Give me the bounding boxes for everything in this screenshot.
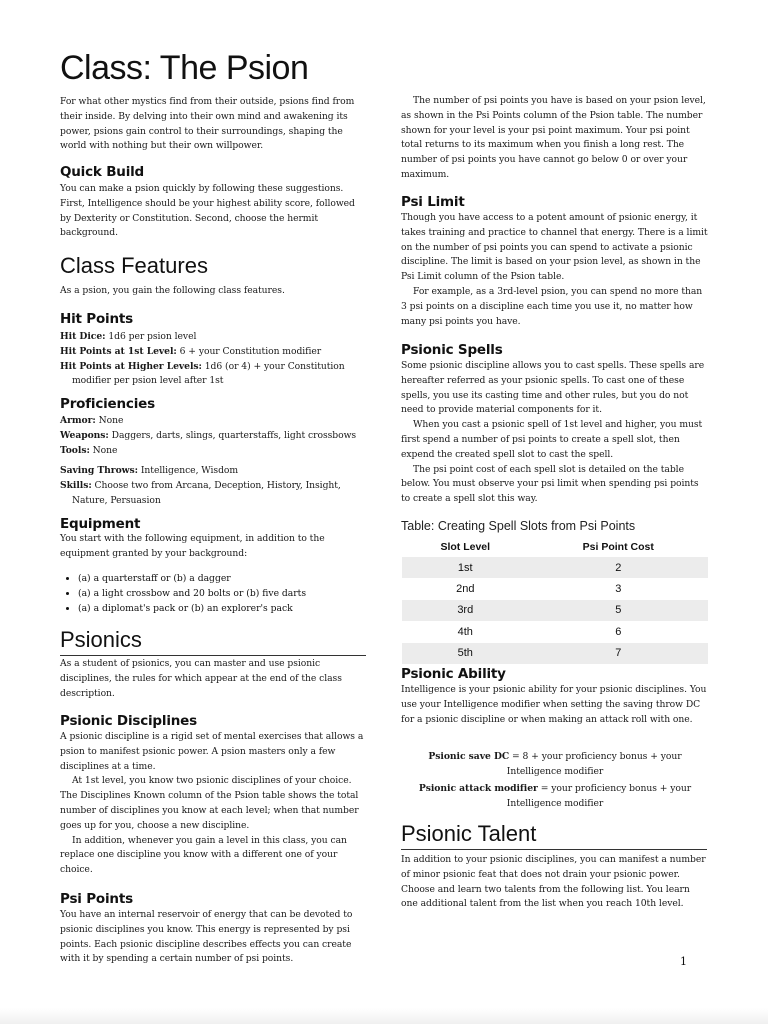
table-cell-level: 4th	[457, 625, 473, 638]
psi-points-p2: The number of psi points you have is based on your psion level, as shown in the Psi Points column of the Psion table. The number shown for your level is your psi point maximum. Your psi point total returns to its maximum when you finish a long rest. The number of psi points you have cannot go below 0 or over your maximum.	[401, 95, 706, 180]
table-header-psi-cost: Psi Point Cost	[582, 540, 654, 553]
class-features-heading: Class Features	[60, 253, 208, 278]
psi-points-p1: You have an internal reservoir of energy that can be devoted to psionic disciplines you know. This energy is represented by psi points. Each psionic discipline describes effects you can create with it by spending a certain number of psi points.	[60, 909, 353, 965]
table-row	[402, 600, 708, 621]
table-row	[402, 557, 708, 578]
psionics-heading: Psionics	[60, 627, 366, 656]
table-cell-cost: 3	[615, 583, 622, 596]
proficiencies-block	[60, 414, 368, 509]
list-item: • (a) a light crossbow and 20 bolts or (b) five darts	[78, 587, 378, 602]
disciplines-p1: A psionic discipline is a rigid set of mental exercises that allows a psion to manifest psionic power. A psion masters only a few disciplines at a time.	[60, 731, 364, 772]
disciplines-block	[60, 730, 368, 878]
spells-p3: The psi point cost of each spell slot is detailed on the table below. You must observe your psi limit when spending psi points to create a spell slot this way.	[401, 463, 699, 505]
intro-paragraph: For what other mystics find from their outside, psions find from their inside. By delving into their own mind and awakening its power, psions gain control to their surroundings, shaping the world with nothing but their own willpower.	[60, 96, 355, 152]
spells-block	[401, 359, 709, 507]
weapons-label: Weapons:	[60, 429, 109, 441]
class-features-text: As a psion, you gain the following class features.	[60, 285, 285, 296]
hit-dice-value: 1d6 per psion level	[105, 331, 197, 342]
table-header-row	[402, 536, 708, 557]
table-header-slot-level: Slot Level	[440, 540, 491, 553]
armor-line	[60, 414, 368, 429]
table-cell-cost: 5	[529, 600, 708, 621]
hp-first-line	[60, 345, 368, 360]
quick-build-text: You can make a psion quickly by following these suggestions. First, Intelligence should be your highest ability score, followed by Dexterity or Constitution. Second, choose the hermit background.	[60, 183, 355, 239]
ability-text: Intelligence is your psionic ability for your psionic disciplines. You use your Intelligence modifier when setting the saving throw DC for a psionic discipline or when making an attack roll with one.	[401, 684, 707, 725]
psi-limit-heading: Psi Limit	[401, 194, 465, 210]
hp-higher-value: 1d6 (or 4) + your Constitution modifier per psion level after 1st	[72, 360, 345, 387]
hp-first-value: 6 + your Constitution modifier	[176, 345, 322, 357]
page-bottom-edge	[0, 1008, 768, 1024]
spells-p2: When you cast a psionic spell of 1st level and higher, you must first spend a number of psi points to create a spell slot, then expend the created spell slot to cast the spell.	[401, 419, 703, 460]
talent-text: In addition to your psionic disciplines, you can manifest a number of minor psionic feat that does not drain your psionic power. Choose and learn two talents from the following list. You learn one additional talent from the list when you reach 10th level.	[401, 854, 706, 910]
table-row	[402, 621, 708, 642]
page-number: 1	[680, 955, 687, 968]
weapons-value: Daggers, darts, slings, quarterstaffs, light crossbows	[108, 429, 357, 441]
hp-higher-line	[60, 360, 368, 390]
disciplines-p2: At 1st level, you know two psionic disciplines of your choice. The Disciplines Known column of the Psion table shows the total number of disciplines you know at each level; when that number goes up for you, choose a new discipline.	[60, 775, 359, 831]
table-cell-level: 3rd	[402, 600, 529, 621]
equipment-heading: Equipment	[60, 516, 141, 532]
list-item: • (a) a quarterstaff or (b) a dagger	[78, 572, 378, 587]
attack-mod-label: Psionic attack modifier	[418, 783, 538, 794]
attack-mod-value2: Intelligence modifier	[506, 797, 604, 809]
saves-line	[60, 464, 368, 479]
table-cell-level: 1st	[402, 557, 529, 578]
weapons-line	[60, 429, 368, 444]
table-cell-level: 5th	[402, 643, 529, 664]
armor-value: None	[95, 415, 124, 426]
proficiencies-heading: Proficiencies	[60, 396, 155, 412]
spells-heading: Psionic Spells	[401, 342, 503, 358]
table-cell-level: 2nd	[456, 583, 475, 596]
hit-points-heading: Hit Points	[60, 311, 133, 327]
ability-heading: Psionic Ability	[401, 666, 506, 682]
skills-line	[60, 479, 368, 509]
table-title: Table: Creating Spell Slots from Psi Points	[401, 519, 636, 533]
disciplines-heading: Psionic Disciplines	[60, 713, 197, 729]
saves-value: Intelligence, Wisdom	[137, 465, 239, 477]
quick-build-heading: Quick Build	[60, 164, 145, 180]
list-item: • (a) a diplomat's pack or (b) an explorer's pack	[78, 602, 378, 617]
tools-line	[60, 444, 368, 459]
psi-limit-p2: For example, as a 3rd-level psion, you can spend no more than 3 psi points on a discipline each time you use it, no matter how many psi points you have.	[401, 285, 703, 327]
attack-mod-formula	[401, 782, 709, 812]
skills-label: Skills:	[60, 480, 92, 492]
attack-mod-value: = your proficiency bonus + your	[537, 783, 692, 794]
tools-value: None	[89, 444, 118, 456]
spells-p1: Some psionic discipline allows you to cast spells. These spells are hereafter referred as your psionic spells. To cast one of these spells, you use its casting time and other rules, but you do not need to provide material components for it.	[401, 360, 705, 416]
table-row	[402, 643, 708, 664]
skills-value: Choose two from Arcana, Deception, History, Insight, Nature, Persuasion	[72, 480, 341, 506]
spell-slot-table	[402, 536, 708, 664]
save-dc-value: = 8 + your proficiency bonus + your	[509, 751, 682, 762]
tools-label: Tools:	[60, 444, 90, 456]
psi-limit-block	[401, 211, 709, 329]
psi-points-heading: Psi Points	[60, 891, 133, 907]
disciplines-p3: In addition, whenever you gain a level in this class, you can replace one discipline you know with a different one of your choice.	[60, 834, 347, 876]
save-dc-formula	[401, 750, 709, 780]
save-dc-value2: Intelligence modifier	[506, 765, 604, 777]
equipment-text: You start with the following equipment, in addition to the equipment granted by your background:	[60, 533, 325, 559]
table-cell-cost: 7	[529, 643, 708, 664]
hp-higher-label: Hit Points at Higher Levels:	[60, 360, 202, 372]
armor-label: Armor:	[60, 415, 96, 426]
hit-points-block	[60, 330, 368, 389]
psionics-text: As a student of psionics, you can master and use psionic disciplines, the rules for which appear at the end of the class description.	[60, 658, 342, 699]
table-row	[402, 578, 708, 599]
hit-dice-line	[60, 330, 368, 345]
table-cell-cost: 6	[615, 625, 622, 638]
hp-first-label: Hit Points at 1st Level:	[60, 345, 177, 357]
equipment-list	[60, 572, 378, 616]
table-cell-cost: 2	[529, 557, 708, 578]
saves-label: Saving Throws:	[60, 465, 138, 477]
talent-heading: Psionic Talent	[401, 821, 707, 850]
psi-limit-p1: Though you have access to a potent amount of psionic energy, it takes training and practice to channel that energy. There is a limit on the number of psi points you can spend to activate a psionic discipline. The limit is based on your psion level, as shown in the Psi Limit column of the Psion table.	[401, 212, 708, 283]
save-dc-label: Psionic save DC	[428, 751, 510, 762]
hit-dice-label: Hit Dice:	[60, 331, 106, 342]
page-title: Class: The Psion	[60, 49, 309, 87]
